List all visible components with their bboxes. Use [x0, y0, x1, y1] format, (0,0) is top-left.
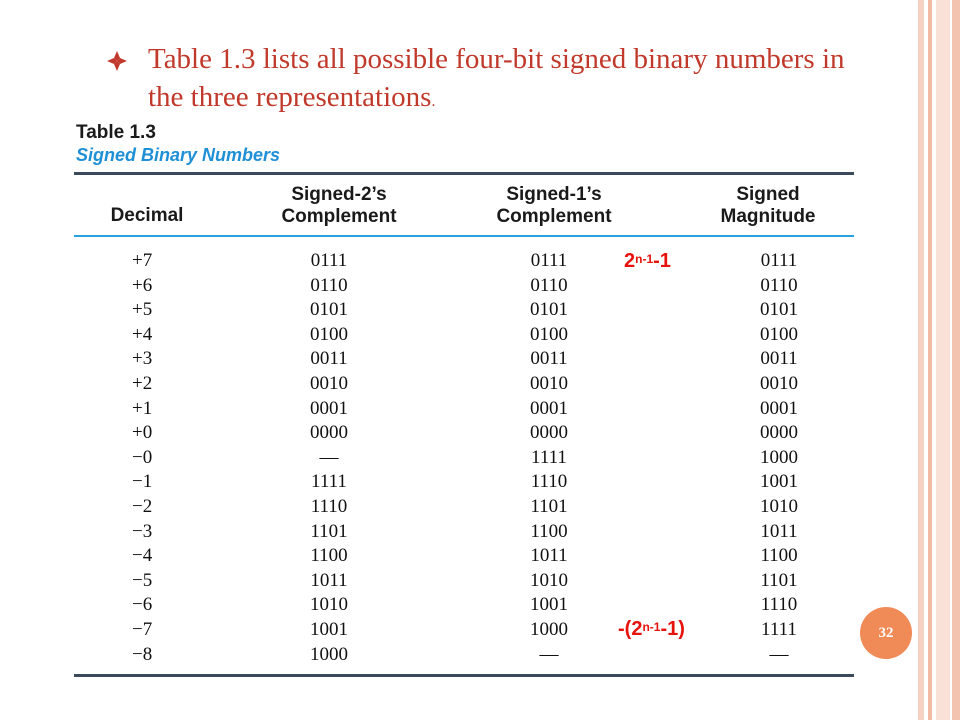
decor-stripe-2 — [928, 0, 932, 720]
cell-twos: 1100 — [310, 545, 348, 567]
cell-ones: 1100 — [530, 520, 568, 542]
cell-magnitude: 0111 — [760, 250, 798, 271]
cell-twos: 0110 — [310, 274, 348, 296]
table-header-rule — [74, 235, 854, 237]
annotation-min-exponent: n-1 — [642, 620, 661, 634]
table-row — [74, 347, 854, 372]
cell-twos: 0001 — [310, 397, 348, 419]
cell-magnitude: 1111 — [761, 618, 797, 640]
cell-twos: 1111 — [311, 471, 347, 493]
table-top-rule — [74, 172, 854, 175]
cell-twos: 1010 — [310, 594, 348, 616]
cell-decimal: −6 — [132, 594, 153, 616]
cell-twos: 1011 — [310, 569, 348, 591]
decor-stripe-1 — [918, 0, 924, 720]
cell-decimal: −7 — [132, 618, 153, 640]
decor-stripe-4 — [952, 0, 960, 720]
cell-ones: 1011 — [530, 545, 568, 567]
header-ones-line1: Signed-1’s — [506, 184, 602, 205]
cell-twos: 1001 — [310, 618, 348, 640]
cell-twos: 0101 — [310, 299, 348, 321]
table-row — [74, 397, 854, 422]
cell-magnitude: 1101 — [760, 569, 798, 591]
cell-decimal: −1 — [132, 471, 153, 493]
header-ones-complement — [459, 184, 649, 228]
table-row — [74, 569, 854, 594]
cell-ones: 0111 — [530, 250, 568, 271]
cell-magnitude: 1100 — [760, 545, 798, 567]
cell-magnitude: 0101 — [760, 299, 798, 321]
cell-magnitude: 0001 — [760, 397, 798, 419]
decor-stripe-3 — [936, 0, 950, 720]
annotation-min-tail: -1) — [660, 618, 685, 640]
bullet-text — [148, 40, 848, 121]
cell-magnitude: 0100 — [760, 323, 798, 345]
cell-magnitude: 0010 — [760, 372, 798, 394]
cell-twos: 0111 — [310, 250, 348, 271]
page-number: 32 — [878, 624, 894, 641]
cell-ones: 0101 — [530, 299, 568, 321]
table-row — [74, 544, 854, 569]
cell-decimal: +4 — [132, 323, 153, 345]
cell-ones: 1010 — [530, 569, 568, 591]
cell-ones: 0011 — [530, 348, 568, 370]
table-row — [74, 520, 854, 545]
table-row — [74, 298, 854, 323]
cell-twos: 0010 — [310, 372, 348, 394]
table-row — [74, 446, 854, 471]
page-number-badge — [860, 607, 912, 659]
cell-ones: 1110 — [530, 471, 568, 493]
cell-ones: 1101 — [530, 495, 568, 517]
cell-decimal: −8 — [132, 643, 153, 665]
cell-ones: 1111 — [531, 446, 567, 468]
cell-magnitude: — — [769, 643, 789, 665]
cell-decimal: +1 — [132, 397, 153, 419]
table-row — [74, 274, 854, 299]
table-row — [74, 495, 854, 520]
cell-magnitude: 0000 — [760, 422, 798, 444]
cell-twos: 1101 — [310, 520, 348, 542]
cell-magnitude: 1010 — [760, 495, 798, 517]
cell-magnitude: 0011 — [760, 348, 798, 370]
annotation-min-prefix: -(2 — [618, 618, 643, 640]
cell-decimal: +6 — [132, 274, 153, 296]
header-mag-line2: Magnitude — [720, 206, 816, 227]
cell-twos: 1110 — [310, 495, 348, 517]
cell-decimal: +2 — [132, 372, 153, 394]
header-signed-magnitude — [678, 184, 858, 228]
cell-twos: 0011 — [310, 348, 348, 370]
annotation-max-tail: -1 — [653, 250, 671, 272]
cell-magnitude: 0110 — [760, 274, 798, 296]
cell-magnitude: 1001 — [760, 471, 798, 493]
cell-decimal: −0 — [132, 446, 153, 468]
cell-decimal: −2 — [132, 495, 153, 517]
header-twos-line1: Signed-2’s — [291, 184, 387, 205]
cell-twos: — — [319, 446, 339, 468]
bullet-text-body: Table 1.3 lists all possible four-bit signed binary numbers in the three representations — [148, 43, 845, 113]
header-mag-line1: Signed — [736, 184, 800, 205]
cell-ones: 0110 — [530, 274, 568, 296]
annotation-max-value — [624, 250, 671, 273]
cell-magnitude: 1000 — [760, 446, 798, 468]
annotation-max-base: 2 — [624, 250, 636, 272]
cell-decimal: −3 — [132, 520, 153, 542]
cell-decimal: −4 — [132, 545, 153, 567]
cell-ones: 1001 — [530, 594, 568, 616]
header-decimal — [92, 205, 202, 227]
table-caption-title: Signed Binary Numbers — [76, 145, 281, 165]
header-twos-line2: Complement — [281, 206, 397, 227]
table-row — [74, 249, 854, 274]
table-bottom-rule — [74, 674, 854, 677]
header-twos-complement — [244, 184, 434, 228]
cell-decimal: +0 — [132, 422, 153, 444]
cell-decimal: +7 — [132, 250, 153, 271]
table-body — [74, 249, 854, 667]
annotation-min-value — [618, 618, 685, 641]
table-row — [74, 618, 854, 643]
header-decimal-label: Decimal — [110, 205, 184, 226]
annotation-max-exponent: n-1 — [635, 252, 654, 266]
cell-ones: — — [539, 643, 559, 665]
table-row — [74, 593, 854, 618]
bullet-period: . — [431, 93, 436, 110]
diamond-bullet-icon — [106, 50, 128, 72]
cell-decimal: +3 — [132, 348, 153, 370]
cell-twos: 0000 — [310, 422, 348, 444]
table-row — [74, 643, 854, 668]
cell-ones: 0001 — [530, 397, 568, 419]
cell-ones: 1000 — [530, 618, 568, 640]
table-row — [74, 421, 854, 446]
cell-magnitude: 1011 — [760, 520, 798, 542]
cell-magnitude: 1110 — [760, 594, 798, 616]
cell-decimal: +5 — [132, 299, 153, 321]
cell-decimal: −5 — [132, 569, 153, 591]
table-caption-number: Table 1.3 — [76, 122, 156, 143]
cell-twos: 0100 — [310, 323, 348, 345]
header-ones-line2: Complement — [496, 206, 612, 227]
table-row — [74, 372, 854, 397]
cell-ones: 0000 — [530, 422, 568, 444]
cell-twos: 1000 — [310, 643, 348, 665]
cell-ones: 0100 — [530, 323, 568, 345]
table-row — [74, 323, 854, 348]
cell-ones: 0010 — [530, 372, 568, 394]
table-row — [74, 470, 854, 495]
